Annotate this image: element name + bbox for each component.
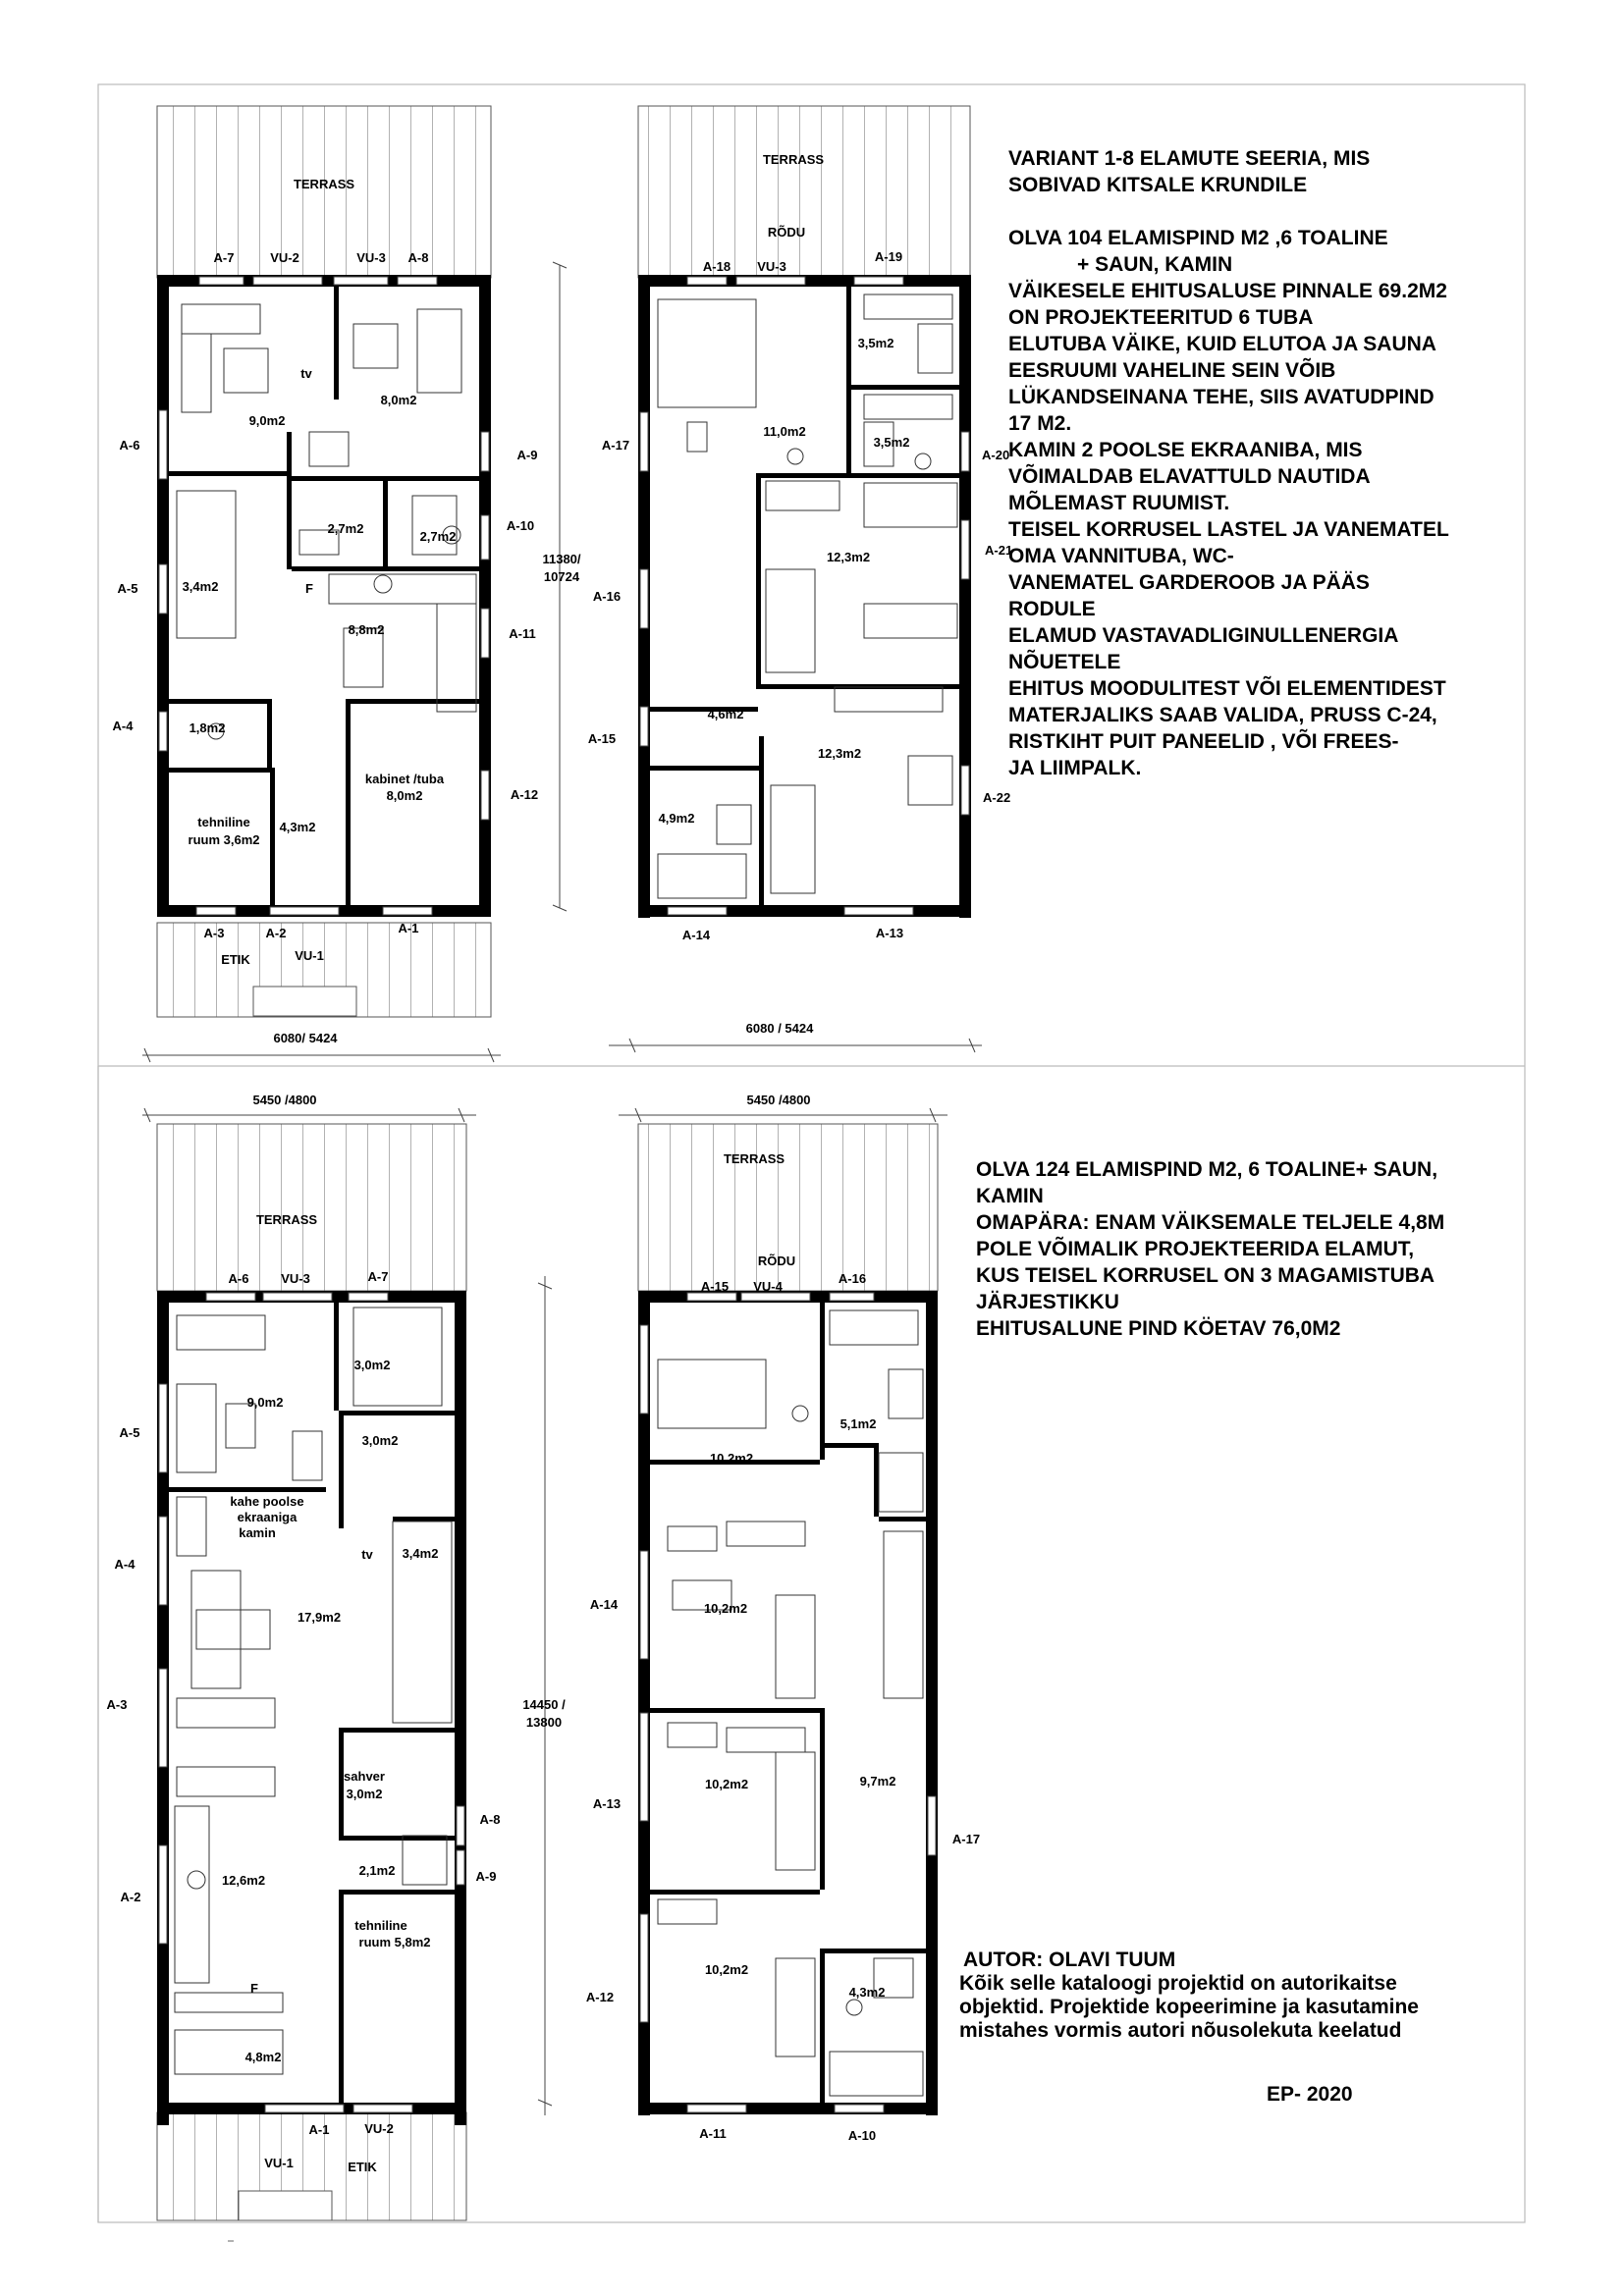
room-area: 3,0m2 [353,1358,391,1372]
room-area: 4,9m2 [658,811,695,826]
room-area: 8,0m2 [380,393,417,407]
room-area: 9,0m2 [246,1395,284,1410]
furniture [658,1310,923,2096]
fireplace-note: kahe poolse [230,1494,304,1509]
window-label: A-4 [112,719,134,733]
window-label: A-16 [838,1271,867,1286]
room-area: 4,8m2 [244,2050,282,2064]
window-label: A-2 [120,1890,141,1904]
door-label: VU-1 [264,2156,294,2170]
room-name: sahver [344,1769,385,1784]
window-label: A-1 [308,2122,330,2137]
terrace-label: TERRASS [255,1212,318,1227]
window-label: A-3 [203,926,225,940]
exterior-walls [638,1291,938,2115]
width-dimension: 5450 /4800 [252,1093,317,1107]
window-openings [640,1293,936,2112]
fireplace-note: kamin [239,1525,276,1540]
height-dimension: 11380/ [542,552,581,566]
window-label: A-12 [585,1990,615,2004]
window-label: A-12 [510,787,539,802]
plan-bottom-left [142,1108,552,2220]
fireplace-note: ekraaniga [237,1510,298,1524]
window-label: A-6 [119,438,140,453]
dimension-lines [619,1108,947,1122]
project-description-olva-104: VARIANT 1-8 ELAMUTE SEERIA, MIS SOBIVAD KITSALE KRUNDILE OLVA 104 ELAMISPIND M2 ,6 TOALINE + SAUN, KAMIN VÄIKESELE EHITUSALUSE PINNALE 69.2M2 ON PROJEKTEERITUD 6 TUBA ELUTUBA VÄIKE, KUID ELUTOA JA SAUNA EESRUUMI VAHELINE SEIN VÕIB LÜKANDSEINANA TEHE, SIIS AVATUDPIND 17 M2. KAMIN 2 POOLSE EKRAANIBA, MIS VÕIMALDAB ELAVATTULD NAUTIDA MÕLEMAST RUUMIST. TEISEL KORRUSEL LASTEL JA VANEMATEL OMA VANNITUBA, WC- VANEMATEL GARDEROOB JA PÄÄS RODULE ELAMUD VASTAVADLIGINULLENERGIA NÕUETELE EHITUS MOODULITEST VÕI ELEMENTIDEST MATERJALIKS SAAB VALIDA, PRUSS C-24, RISTKIHT PUIT PANEELID , VÕI FREES- JA LIIMPALK. [1008,147,1449,779]
furniture [175,1308,452,2074]
room-area: 5,1m2 [839,1416,877,1431]
room-area: 8,8m2 [348,622,385,637]
room-area: 4,6m2 [707,707,744,721]
window-openings [159,1293,464,2112]
interior-walls [650,1303,926,2103]
room-area: 9,0m2 [248,413,286,428]
window-label: A-17 [951,1832,981,1846]
window-label: A-1 [398,921,419,935]
copyright-line: objektid. Projektide kopeerimine ja kasutamine [959,1996,1419,2018]
room-area: 2,7m2 [419,529,457,544]
door-label: VU-3 [281,1271,310,1286]
room-area: 8,0m2 [386,788,423,803]
window-label: A-8 [407,250,429,265]
room-area: 12,3m2 [817,746,862,761]
door-label: VU-2 [270,250,299,265]
window-label: A-14 [681,928,711,942]
window-label: A-2 [265,926,287,940]
width-dimension: 5450 /4800 [746,1093,811,1107]
fridge-label: F [250,1981,258,1996]
interior-walls [169,1303,455,2103]
door-label: VU-2 [364,2121,394,2136]
height-dimension: 13800 [525,1715,563,1730]
terrace-deck [157,1124,466,1291]
copyright-line: Kõik selle kataloogi projektid on autorikaitse [959,1972,1397,1995]
room-area: 3,4m2 [182,579,219,594]
room-area: 4,3m2 [279,820,316,834]
fridge-label: F [305,581,313,596]
copyright-line: mistahes vormis autori nõusolekuta keelatud [959,2019,1402,2042]
room-area: 2,7m2 [327,521,364,536]
terrace-label: TERRASS [762,152,825,167]
terrace-deck [638,106,970,278]
window-label: A-10 [506,518,535,533]
window-label: A-5 [119,1425,140,1440]
room-name: kabinet /tuba [364,772,445,786]
room-name: tehniline [197,815,250,829]
room-area: 3,5m2 [857,336,894,350]
door-label: VU-3 [757,259,786,274]
terrace-label: TERRASS [723,1151,785,1166]
room-area: 3,0m2 [361,1433,399,1448]
furniture [177,304,476,739]
project-description-olva-124: OLVA 124 ELAMISPIND M2, 6 TOALINE+ SAUN, KAMIN OMAPÄRA: ENAM VÄIKSEMALE TELJELE 4,8M POLE VÕIMALIK PROJEKTEERIDA ELAMUT, KUS TEISEL KORRUSEL ON 3 MAGAMISTUBA JÄRJESTIKKU EHITUSALUNE PIND KÖETAV 76,0M2 [976,1158,1445,1340]
room-area: 10,2m2 [704,1777,749,1791]
exterior-walls [157,1291,466,2125]
window-label: A-11 [509,626,536,641]
edition-label: EP- 2020 [1267,2083,1353,2106]
room-area: 12,6m2 [221,1873,266,1888]
window-label: A-6 [228,1271,249,1286]
room-name: tehniline [354,1918,407,1933]
tv-label: tv [361,1547,373,1562]
room-area: 2,1m2 [358,1863,396,1878]
window-label: A-22 [983,790,1011,805]
dimension-lines [609,1039,982,1052]
window-label: A-21 [985,543,1013,558]
window-label: A-13 [592,1796,622,1811]
interior-walls [169,287,479,905]
author-block [959,1949,1419,2043]
window-label: A-9 [516,448,538,462]
window-label: A-17 [601,438,630,453]
terrace-deck [157,106,491,278]
door-label: VU-4 [753,1279,783,1294]
window-label: A-10 [847,2128,877,2143]
room-area: 3,4m2 [402,1546,439,1561]
entrance-label: ETIK [348,2160,377,2174]
room-area: 4,3m2 [848,1985,886,2000]
door-label: VU-3 [356,250,386,265]
window-label: A-8 [479,1812,501,1827]
entrance-label: ETIK [221,952,250,967]
window-label: A-15 [700,1279,730,1294]
room-area: ruum 5,8m2 [358,1935,431,1949]
window-label: A-4 [114,1557,135,1572]
room-area: 12,3m2 [826,550,871,564]
room-area: 17,9m2 [297,1610,342,1625]
height-dimension: 14450 / [522,1697,566,1712]
room-area: 3,0m2 [346,1787,383,1801]
window-label: A-7 [213,250,235,265]
room-area: 11,0m2 [763,424,806,439]
height-dimension: 10724 [543,569,580,584]
balcony-label: RÕDU [757,1254,796,1268]
window-label: A-9 [475,1869,497,1884]
room-area: 3,5m2 [873,435,910,450]
window-label: A-19 [874,249,903,264]
window-label: A-15 [587,731,617,746]
room-area: 1,8m2 [189,721,226,735]
window-label: A-18 [702,259,731,274]
window-label: A-11 [699,2126,727,2141]
room-area: 10,2m2 [703,1601,748,1616]
width-dimension: 6080/ 5424 [273,1031,338,1045]
window-label: A-7 [367,1269,389,1284]
interior-walls [650,287,959,905]
author-title: AUTOR: OLAVI TUUM [963,1949,1176,1971]
room-area: 9,7m2 [859,1774,896,1789]
tv-label: tv [300,366,312,381]
room-area: 10,2m2 [709,1451,754,1466]
window-label: A-20 [982,448,1010,462]
plan-top-right [609,106,982,1052]
door-label: VU-1 [295,948,324,963]
terrace-label: TERRASS [293,177,355,191]
balcony-label: RÕDU [767,225,806,240]
window-label: A-13 [875,926,904,940]
room-area: 10,2m2 [704,1962,749,1977]
window-label: A-3 [106,1697,128,1712]
window-label: A-16 [592,589,622,604]
window-label: A-5 [117,581,138,596]
width-dimension: 6080 / 5424 [745,1021,814,1036]
window-label: A-14 [589,1597,619,1612]
room-area: ruum 3,6m2 [188,832,260,847]
